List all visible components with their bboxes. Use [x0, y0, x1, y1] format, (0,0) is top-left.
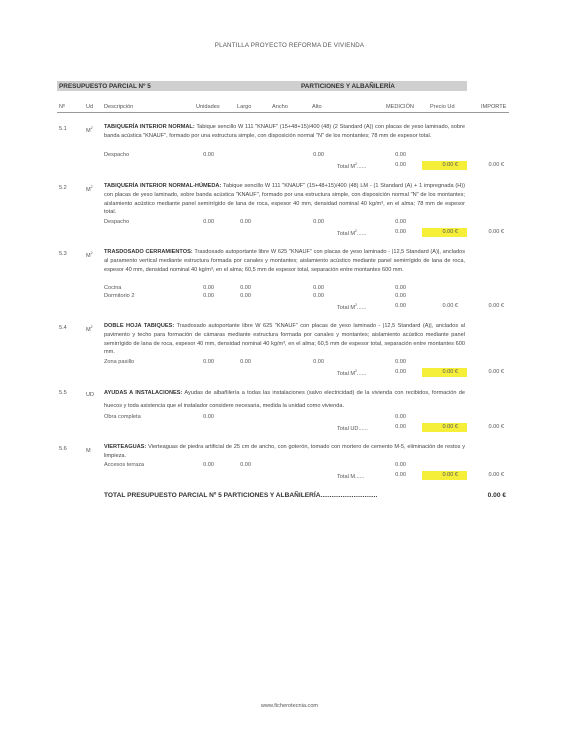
- item-unit: UD: [86, 392, 95, 398]
- grand-total-label: TOTAL PRESUPUESTO PARCIAL Nº 5 PARTICIONES Y ALBAÑILERÍA...............................: [104, 492, 378, 499]
- item-unit: $M^2$: [86, 251, 93, 259]
- header-importe: IMPORTE: [481, 104, 507, 110]
- total-label: Total UD......: [337, 426, 368, 432]
- measure-largo: 0.00: [240, 219, 251, 225]
- measure-largo: 0.00: [240, 293, 251, 299]
- measure-largo: 0.00: [240, 285, 251, 291]
- item-number: 5.6: [59, 446, 67, 452]
- item-number: 5.1: [59, 126, 67, 132]
- section-bar: [57, 81, 467, 91]
- item-description: TRASDOSADO CERRAMIENTOS: Trasdosado autoportante libre W 625 "KNAUF" con placas de yeso laminado - |12,5 Standard (A)|, anclados al paramento vertical mediante estructura formada por canales y montantes; aislamiento acústico mediante panel semirrígido de lana de roca, espesor 40 mm, densidad nominal 40 kg/m³, en el alma; 60,5 mm de espesor total, separación entre montantes 600 mm.: [104, 249, 465, 273]
- item-number: 5.3: [59, 251, 67, 257]
- measure-unidades: 0.00: [203, 285, 214, 291]
- total-medicion: 0.00: [395, 369, 406, 375]
- total-medicion: 0.00: [395, 229, 406, 235]
- item-importe: 0.00 €: [488, 424, 504, 430]
- page-title: PLANTILLA PROYECTO REFORMA DE VIVIENDA: [214, 42, 365, 49]
- measure-unidades: 0.00: [203, 414, 214, 420]
- item-description: AYUDAS A INSTALACIONES: Ayudas de albañilería a todas las instalaciones (salvo electricidad) de la vivienda con recibidos, formación de huecos y toda asistencia que el instalador considere necesaria, medida la unidad como vivienda.: [104, 390, 465, 409]
- header-descripcion: Descripción: [104, 104, 134, 110]
- measure-unidades: 0.00: [203, 219, 214, 225]
- measure-alto: 0.00: [313, 152, 324, 158]
- measure-row-label: Obra completa: [104, 414, 141, 420]
- measure-row-label: Dormitorio 2: [104, 293, 135, 299]
- measure-medicion: 0.00: [395, 285, 406, 291]
- item-description: TABIQUERÍA INTERIOR NORMAL: Tabique sencillo W 111 "KNAUF" (15+48+15)/400 (48) (2 Standard (A)) con placas de yeso laminado, sobre banda acústica "KNAUF", formado por una estructura simple, con disposición normal "N" de los montantes; 78 mm de espesor total.: [104, 124, 465, 139]
- total-medicion: 0.00: [395, 472, 406, 478]
- total-label: Total M......: [337, 474, 365, 480]
- total-label: Total $M^2$......: [337, 369, 367, 377]
- measure-medicion: 0.00: [395, 462, 406, 468]
- item-number: 5.5: [59, 390, 67, 396]
- header-alto: Alto: [312, 104, 322, 110]
- item-importe: 0.00 €: [488, 303, 504, 309]
- measure-medicion: 0.00: [395, 293, 406, 299]
- measure-row-label: Zona pasillo: [104, 359, 135, 365]
- item-importe: 0.00 €: [488, 162, 504, 168]
- header-n: Nº: [59, 104, 66, 110]
- item-unit: $M^2$: [86, 325, 93, 333]
- measure-alto: 0.00: [313, 293, 324, 299]
- header-medicion: MEDICIÓN: [386, 104, 414, 110]
- section-number: PRESUPUESTO PARCIAL Nº 5: [59, 82, 151, 90]
- measure-medicion: 0.00: [395, 152, 406, 158]
- unit-price: 0.00 €: [442, 424, 458, 430]
- unit-price: 0.00 €: [442, 369, 458, 375]
- item-unit: $M^2$: [86, 126, 93, 134]
- total-label: Total $M^2$......: [337, 162, 367, 170]
- header-unidades: Unidades: [196, 104, 220, 110]
- item-description: DOBLE HOJA TABIQUES: Trasdosado autoportante libre W 625 "KNAUF" con placas de yeso laminado - |12,5 Standard (A)|, anclados al pavimento y techo para formación de cámaras mediante estructura formada por canales y montantes; aislamiento acústico mediante panel semirrígido de lana de roca, espesor 40 mm, densidad nominal 40 kg/m³, en el alma; 60,5 mm de espesor total, separación entre montantes 600 mm.: [104, 323, 465, 356]
- item-unit: M: [86, 448, 91, 454]
- unit-price: 0.00 €: [442, 162, 458, 168]
- footer-url: www.ficherotecnia.com: [260, 703, 319, 709]
- item-unit: $M^2$: [86, 185, 93, 193]
- total-medicion: 0.00: [395, 303, 406, 309]
- item-number: 5.4: [59, 325, 67, 331]
- measure-alto: 0.00: [313, 285, 324, 291]
- section-name: PARTICIONES Y ALBAÑILERÍA: [301, 82, 395, 90]
- unit-price: 0.00 €: [442, 303, 458, 309]
- total-medicion: 0.00: [395, 424, 406, 430]
- measure-row-label: Despacho: [104, 219, 130, 225]
- measure-unidades: 0.00: [203, 462, 214, 468]
- header-largo: Largo: [237, 104, 252, 110]
- header-ancho: Ancho: [272, 104, 288, 110]
- measure-row-label: Despacho: [104, 152, 130, 158]
- item-importe: 0.00 €: [488, 229, 504, 235]
- item-importe: 0.00 €: [488, 369, 504, 375]
- measure-unidades: 0.00: [203, 293, 214, 299]
- unit-price: 0.00 €: [442, 229, 458, 235]
- measure-unidades: 0.00: [203, 359, 214, 365]
- measure-medicion: 0.00: [395, 414, 406, 420]
- grand-total-value: 0.00 €: [487, 492, 506, 499]
- item-importe: 0.00 €: [488, 472, 504, 478]
- item-description: VIERTEAGUAS: Vierteaguas de piedra artificial de 25 cm de ancho, con goterón, tomado con mortero de cemento M-5, eliminación de restos y limpieza.: [104, 444, 465, 459]
- measure-alto: 0.00: [313, 359, 324, 365]
- measure-medicion: 0.00: [395, 359, 406, 365]
- total-label: Total $M^2$......: [337, 229, 367, 237]
- header-precio-ud: Precio Ud: [430, 104, 455, 110]
- measure-unidades: 0.00: [203, 152, 214, 158]
- measure-largo: 0.00: [240, 359, 251, 365]
- total-label: Total $M^2$......: [337, 303, 367, 311]
- measure-row-label: Cocina: [104, 285, 122, 291]
- measure-medicion: 0.00: [395, 219, 406, 225]
- header-divider: [57, 112, 509, 113]
- item-number: 5.2: [59, 185, 67, 191]
- measure-largo: 0.00: [240, 462, 251, 468]
- item-description: TABIQUERÍA INTERIOR NORMAL-HÚMEDA: Tabique sencillo W 111 "KNAUF" (15+48+15)/400 (48) LM - (1 Standard (A) + 1 impregnada (H)) con placas de yeso laminado, sobre banda acústica "KNAUF", formado por una estructura simple, con disposición normal "N" de los montantes; aislamiento acústico mediante panel semirrígido de lana de roca, espesor 40 mm, densidad nominal 40 kg/m³, en el alma; 78 mm de espesor total.: [104, 183, 465, 216]
- measure-alto: 0.00: [313, 219, 324, 225]
- measure-row-label: Accesos terraza: [104, 462, 145, 468]
- unit-price: 0.00 €: [442, 472, 458, 478]
- header-ud: Ud: [86, 104, 94, 110]
- total-medicion: 0.00: [395, 162, 406, 168]
